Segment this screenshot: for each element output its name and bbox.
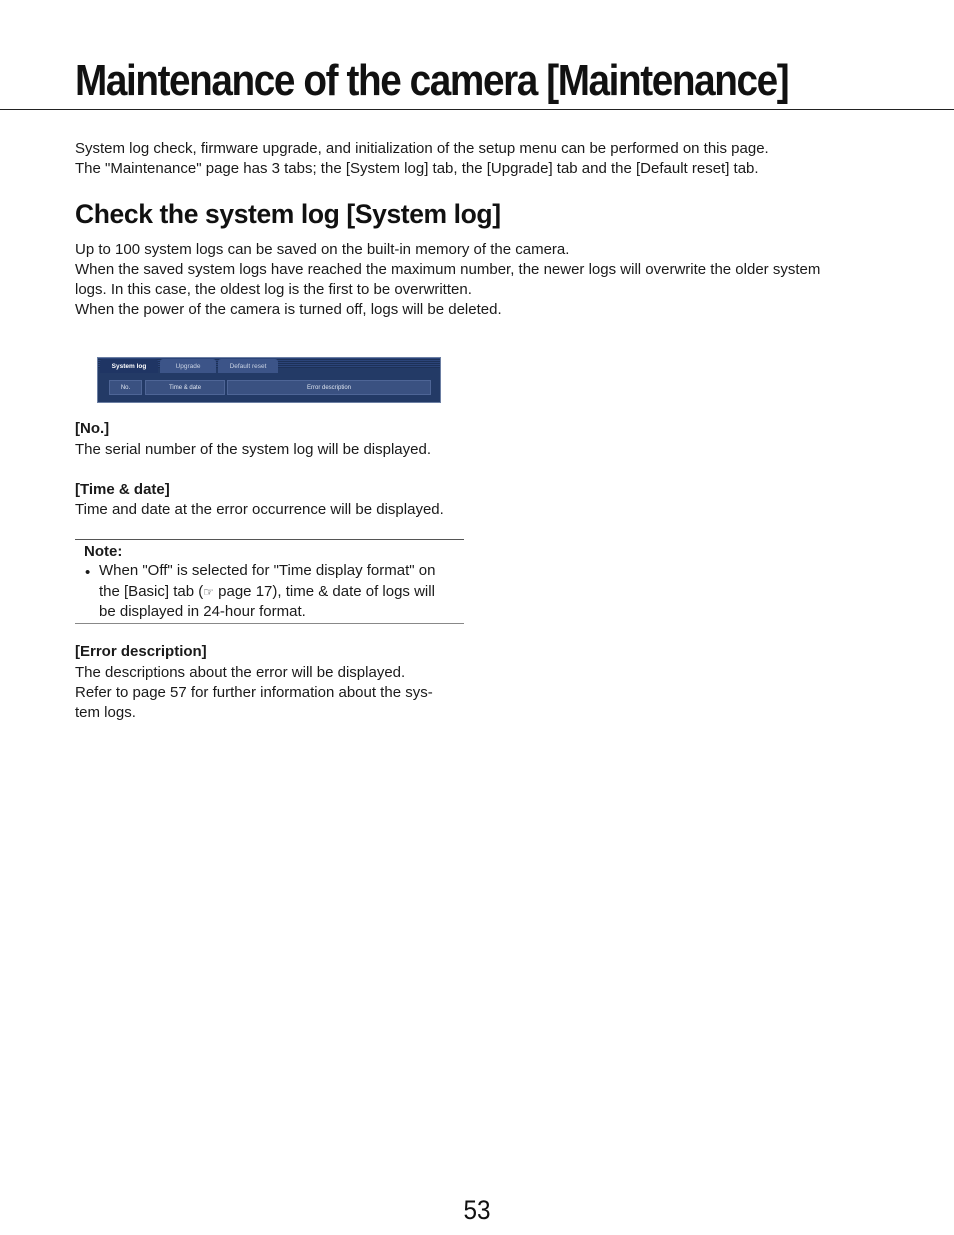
intro-paragraph [75,139,769,179]
page-number: 53 [463,1195,491,1225]
field-label-error-description: [Error description] [75,643,207,660]
note-line: be displayed in 24-hour format. [99,603,306,620]
note-text [99,561,435,623]
tab-system-log[interactable]: System log [100,359,158,373]
column-header-no: No. [109,380,142,395]
pointing-hand-icon: ☞ [203,584,214,599]
note-line [99,582,435,603]
note-line: When "Off" is selected for "Time display format" on [99,562,436,579]
field-desc-error-description: tem logs. [75,704,136,721]
title-divider [0,109,954,110]
section-line: When the saved system logs have reached the maximum number, the newer logs will overwrite the older system [75,261,821,278]
tab-upgrade[interactable]: Upgrade [160,359,216,373]
field-desc-no: The serial number of the system log will be displayed. [75,441,432,458]
field-desc-error-description: Refer to page 57 for further information about the sys- [75,684,433,701]
field-label-time-date: [Time & date] [75,481,170,498]
page-title: Maintenance of the camera [Maintenance] [75,56,789,105]
intro-line: System log check, firmware upgrade, and initialization of the setup menu can be performed on this page. [75,140,769,157]
section-line: When the power of the camera is turned off, logs will be deleted. [75,301,502,318]
field-desc-time-date: Time and date at the error occurrence will be displayed. [75,501,444,518]
field-label-no: [No.] [75,420,110,437]
field-desc-error-description: The descriptions about the error will be displayed. [75,664,406,681]
section-line: Up to 100 system logs can be saved on the built-in memory of the camera. [75,241,570,258]
section-line: logs. In this case, the oldest log is the first to be overwritten. [75,281,472,298]
column-header-time-date: Time & date [145,380,225,395]
intro-line: The "Maintenance" page has 3 tabs; the [System log] tab, the [Upgrade] tab and the [Default reset] tab. [75,160,759,177]
system-log-screenshot [97,357,441,403]
section-title: Check the system log [System log] [75,199,501,229]
section-paragraph [75,240,820,320]
tab-default-reset[interactable]: Default reset [218,359,278,373]
note-line-part: the [Basic] tab ( [99,582,204,600]
note-box [75,539,464,624]
column-header-error-description: Error description [227,380,431,395]
note-bullet: • [85,564,91,581]
note-title: Note: [84,543,123,560]
note-line-part: page 17), time & date of logs will [213,582,435,600]
